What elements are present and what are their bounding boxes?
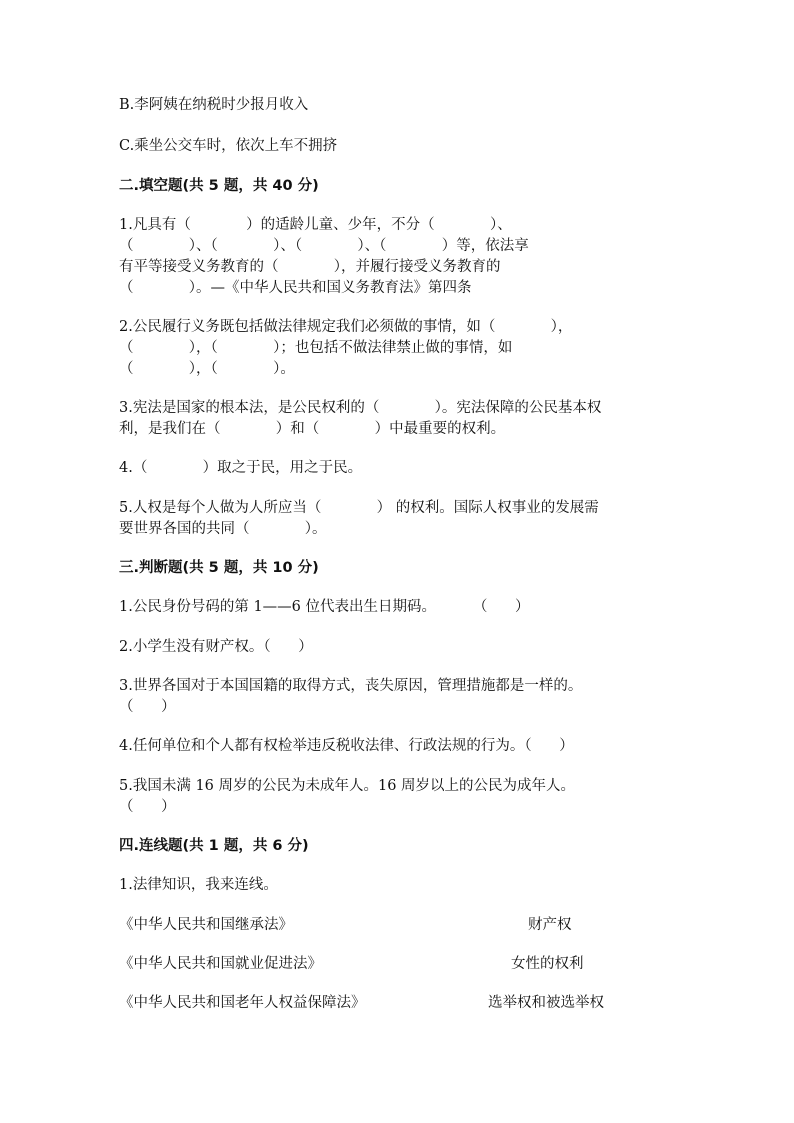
- tf-q2: 2.小学生没有财产权。（ ）: [119, 639, 313, 655]
- tf-q4: 4.任何单位和个人都有权检举违反税收法律、行政法规的行为。（ ）: [119, 738, 574, 754]
- fill-q3-line2: 利，是我们在（ ）和（ ）中最重要的权利。: [119, 421, 506, 437]
- fill-q2-line3: （ ），（ ）。: [119, 361, 295, 377]
- fill-q2-line1: 2.公民履行义务既包括做法律规定我们必须做的事情，如（ ），: [119, 319, 573, 335]
- section-heading-true-false: 三.判断题(共 5 题，共 10 分): [119, 560, 319, 576]
- fill-q1-line2: （ ）、（ ）、（ ）、（ ）等，依法享: [119, 238, 529, 254]
- match-left-item-2: 《中华人民共和国就业促进法》: [119, 956, 322, 972]
- section-heading-fill-blank: 二.填空题(共 5 题，共 40 分): [119, 178, 319, 194]
- match-left-item-1: 《中华人民共和国继承法》: [119, 917, 293, 933]
- fill-q1-line1: 1.凡具有（ ）的适龄儿童、少年，不分（ ）、: [119, 217, 512, 233]
- tf-q3-line2: （ ）: [119, 699, 176, 715]
- fill-q3-line1: 3.宪法是国家的根本法，是公民权利的（ ）。宪法保障的公民基本权: [119, 400, 602, 416]
- section-heading-matching: 四.连线题(共 1 题，共 6 分): [119, 838, 309, 854]
- tf-q5-line2: （ ）: [119, 799, 176, 815]
- fill-q5-line2: 要世界各国的共同（ ）。: [119, 521, 327, 537]
- match-q1: 1.法律知识，我来连线。: [119, 877, 278, 893]
- fill-q4: 4.（ ）取之于民，用之于民。: [119, 460, 363, 476]
- match-right-item-1: 财产权: [528, 917, 572, 933]
- match-right-item-2: 女性的权利: [511, 956, 584, 972]
- fill-q2-line2: （ ），（ ）；也包括不做法律禁止做的事情，如: [119, 340, 513, 356]
- fill-q1-line4: （ ）。—《中华人民共和国义务教育法》第四条: [119, 280, 472, 296]
- tf-q1: 1.公民身份号码的第 1——6 位代表出生日期码。 （ ）: [119, 599, 530, 615]
- match-right-item-3: 选举权和被选举权: [488, 995, 604, 1011]
- fill-q1-line3: 有平等接受义务教育的（ ），并履行接受义务教育的: [119, 259, 501, 275]
- tf-q3-line1: 3.世界各国对于本国国籍的取得方式，丧失原因，管理措施都是一样的。: [119, 678, 583, 694]
- tf-q5-line1: 5.我国未满 16 周岁的公民为未成年人。16 周岁以上的公民为成年人。: [119, 778, 576, 794]
- fill-q5-line1: 5.人权是每个人做为人所应当（ ） 的权利。国际人权事业的发展需: [119, 500, 599, 516]
- option-c: C.乘坐公交车时，依次上车不拥挤: [119, 138, 338, 154]
- option-b: B.李阿姨在纳税时少报月收入: [119, 97, 309, 113]
- match-left-item-3: 《中华人民共和国老年人权益保障法》: [119, 995, 366, 1011]
